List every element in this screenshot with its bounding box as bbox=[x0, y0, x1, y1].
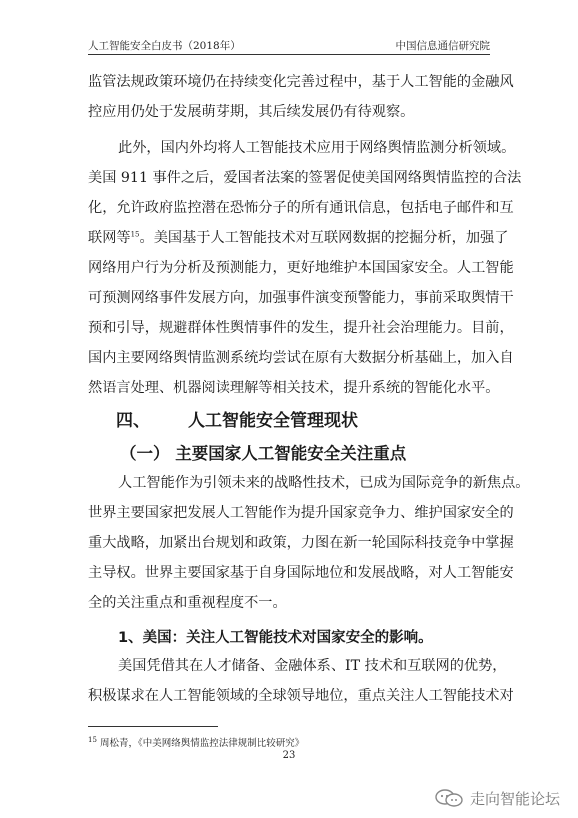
text-line: 人工智能作为引领未来的战略性技术，已成为国际竞争的新焦点。 bbox=[118, 475, 530, 491]
page-header bbox=[88, 38, 490, 55]
watermark bbox=[434, 786, 560, 810]
section-title: 人工智能安全管理现状 bbox=[188, 411, 358, 431]
text-span: 。美国基于人工智能技术对互联网数据的挖掘分析，加强了 bbox=[139, 230, 509, 246]
footnote bbox=[88, 735, 304, 749]
text-line: 重大战略，加紧出台规划和政策，力图在新一轮国际科技竞争中掌握 bbox=[88, 535, 514, 551]
text-line: 网络用户行为分析及预测能力，更好地维护本国国家安全。人工智能 bbox=[88, 260, 514, 276]
text-line: 国内主要网络舆情监测系统均尝试在原有大数据分析基础上，加入自 bbox=[88, 350, 514, 366]
text-span: 联网等 bbox=[88, 230, 131, 246]
text-line: 世界主要国家把发展人工智能作为提升国家竞争力、维护国家安全的 bbox=[88, 505, 514, 521]
text-line: 此外，国内外均将人工智能技术应用于网络舆情监测分析领域。 bbox=[118, 140, 516, 156]
header-doc-title: 人工智能安全白皮书（2018年） bbox=[88, 40, 241, 52]
text-line: 美国凭借其在人才储备、金融体系、IT 技术和互联网的优势， bbox=[118, 658, 507, 674]
text-line bbox=[88, 228, 508, 248]
page-number: 23 bbox=[282, 750, 296, 761]
wechat-icon bbox=[434, 788, 464, 808]
footnote-text: 周松青，《中美网络舆情监控法律规制比较研究》 bbox=[99, 738, 305, 749]
text-line: 美国 911 事件之后，爱国者法案的签署促使美国网络舆情监控的合法 bbox=[88, 170, 522, 186]
text-line: 全的关注重点和重视程度不一。 bbox=[88, 595, 287, 611]
text-line: 主导权。世界主要国家基于自身国际地位和发展战略，对人工智能安 bbox=[88, 565, 514, 581]
footnote-divider bbox=[88, 726, 218, 727]
text-line: 控应用仍处于发展萌芽期，其后续发展仍有待观察。 bbox=[88, 104, 415, 120]
header-publisher: 中国信息通信研究院 bbox=[395, 40, 490, 52]
text-line: 监管法规政策环境仍在持续变化完善过程中，基于人工智能的金融风 bbox=[88, 74, 514, 90]
watermark-text: 走向智能论坛 bbox=[469, 789, 560, 808]
text-line: 化，允许政府监控潜在恐怖分子的所有通讯信息，包括电子邮件和互 bbox=[88, 200, 514, 216]
text-line: 然语言处理、机器阅读理解等相关技术，提升系统的智能化水平。 bbox=[88, 380, 500, 396]
footnote-ref: 15 bbox=[130, 230, 140, 239]
footnote-number: 15 bbox=[88, 735, 97, 744]
text-line: 可预测网络事件发展方向，加强事件演变预警能力，事前采取舆情干 bbox=[88, 290, 514, 306]
section-number: 四、 bbox=[116, 411, 150, 431]
text-line: 积极谋求在人工智能领域的全球领导地位，重点关注人工智能技术对 bbox=[88, 688, 514, 704]
text-line: 预和引导，规避群体性舆情事件的发生，提升社会治理能力。目前， bbox=[88, 320, 514, 336]
subsection-heading: （一） 主要国家人工智能安全关注重点 bbox=[120, 444, 407, 463]
item-heading-usa: 1、美国：关注人工智能技术对国家安全的影响。 bbox=[118, 630, 433, 646]
